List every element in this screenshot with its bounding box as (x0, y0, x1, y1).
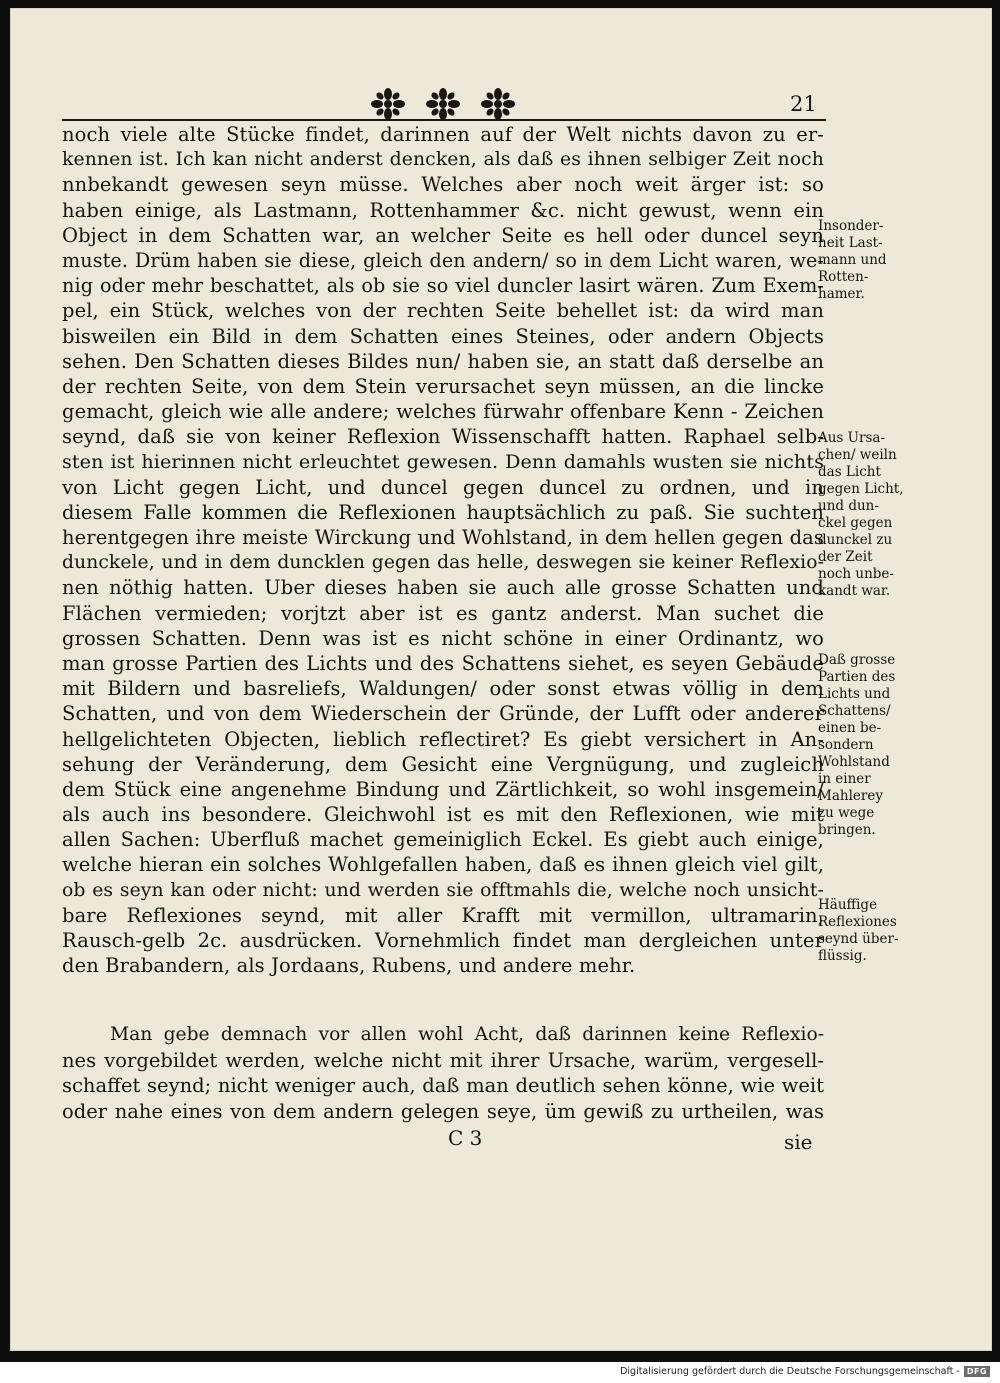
text-line: von Licht gegen Licht, und duncel gegen duncel zu ordnen, und in (62, 475, 824, 499)
marginal-note-line: Wohlstand (818, 754, 890, 770)
marginal-note-line: Daß grosse (818, 652, 896, 668)
text-line: den Brabandern, als Jordaans, Rubens, und andere mehr. (62, 954, 636, 978)
text-line: nnbekandt gewesen seyn müsse. Welches aber noch weit ärger ist: so (62, 173, 824, 197)
text-line: man grosse Partien des Lichts und des Schattens siehet, es seyen Gebäude (62, 651, 824, 675)
marginal-note-line: Mahlerey (818, 788, 883, 804)
text-line: als auch ins besondere. Gleichwohl ist es mit den Reflexionen, wie mit (62, 803, 824, 827)
text-line: dem Stück eine angenehme Bindung und Zärtlichkeit, so wohl insgemein/ (62, 777, 824, 801)
text-line: sehen. Den Schatten dieses Bildes nun/ haben sie, an statt daß derselbe an (62, 349, 824, 373)
fleuron-icon (423, 87, 463, 121)
marginal-note-line: Reflexiones (818, 914, 897, 930)
text-line: bisweilen ein Bild in dem Schatten eines Steines, oder andern Objects (62, 324, 824, 348)
text-line: Man gebe demnach vor allen wohl Acht, daß darinnen keine Reflexio- (110, 1024, 824, 1045)
text-line: nes vorgebildet werden, welche nicht mit ihrer Ursache, warüm, vergesell- (62, 1048, 824, 1072)
text-line: sehung der Veränderung, dem Gesicht eine Vergnügung, und zugleich (62, 752, 824, 776)
text-line: nig oder mehr beschattet, als ob sie so viel duncler lasirt wären. Zum Exem- (62, 274, 824, 298)
header-rule (62, 119, 826, 121)
text-line: nen nöthig hatten. Uber dieses haben sie auch alle grosse Schatten und (62, 576, 824, 600)
text-line: Object in dem Schatten war, an welcher Seite es hell oder duncel seyn (62, 223, 824, 247)
marginal-note-line: in einer (818, 771, 871, 787)
page-number: 21 (790, 92, 817, 116)
text-line: allen Sachen: Uberfluß machet gemeiniglich Eckel. Es giebt auch einige, (62, 828, 824, 852)
text-line: grossen Schatten. Denn was ist es nicht schöne in einer Ordinantz, wo (62, 626, 824, 650)
dfg-logo: DFG (964, 1366, 990, 1377)
marginal-note-line: mann und (818, 252, 887, 268)
marginal-note (818, 218, 914, 303)
marginal-note (818, 652, 914, 839)
text-line: diesem Falle kommen die Reflexionen hauptsächlich zu paß. Sie suchten (62, 500, 824, 524)
marginal-note-line: zu wege (818, 805, 875, 821)
text-line: Rausch-gelb 2c. ausdrücken. Vornehmlich findet man dergleichen unter (62, 929, 824, 952)
marginal-note-line: Häuffige (818, 897, 878, 913)
marginal-note-line: seynd über- (818, 931, 899, 947)
marginal-note-line: noch unbe- (818, 566, 894, 582)
fleuron-icon (368, 87, 408, 121)
text-line: herentgegen ihre meiste Wirckung und Wohlstand, in dem hellen gegen das (62, 526, 824, 549)
second-paragraph (62, 1022, 824, 1124)
catchword: sie (784, 1130, 813, 1154)
marginal-note-line: einen be- (818, 720, 882, 736)
marginal-note-line: Lichts und (818, 686, 891, 702)
marginal-note-line: hamer. (818, 286, 865, 302)
marginal-note-line: bringen. (818, 822, 876, 838)
marginal-note (818, 430, 914, 600)
marginal-note-line: ckel gegen (818, 515, 893, 531)
text-line: welche hieran ein solches Wohlgefallen haben, daß es ihnen gleich viel gilt, (62, 853, 824, 877)
marginal-note-line: Partien des (818, 669, 896, 685)
text-line: dunckele, und in dem duncklen gegen das helle, deswegen sie keiner Reflexio- (62, 552, 824, 574)
text-line: seynd, daß sie von keiner Reflexion Wissenschafft hatten. Raphael selb- (62, 425, 824, 449)
main-paragraph (62, 122, 824, 978)
text-line: haben einige, als Lastmann, Rottenhammer &c. nicht gewust, wenn ein (62, 198, 824, 222)
text-line: sten ist hierinnen nicht erleuchtet gewesen. Denn damahls wusten sie nichts (62, 450, 824, 474)
marginal-note-line: sondern (818, 737, 874, 753)
text-line: pel, ein Stück, welches von der rechten Seite behellet ist: da wird man (62, 299, 824, 323)
marginal-note-line: und dun- (818, 498, 879, 514)
text-line: gemacht, gleich wie alle andere; welches fürwahr offenbare Kenn - Zeichen (62, 400, 824, 424)
marginal-note-line: Aus Ursa- (818, 430, 886, 446)
marginal-note-line: heit Last- (818, 235, 883, 251)
marginal-note-line: Rotten- (818, 269, 869, 285)
text-line: der rechten Seite, von dem Stein verursachet seyn müssen, an die lincke (62, 374, 824, 398)
text-line: mit Bildern und basreliefs, Waldungen/ oder sonst etwas völlig in dem (62, 677, 824, 701)
digitization-footer (620, 1366, 990, 1377)
signature-mark: C 3 (448, 1126, 483, 1150)
fleuron-icon (478, 87, 518, 121)
footer-text: Digitalisierung gefördert durch die Deutsche Forschungsgemeinschaft - (620, 1366, 960, 1377)
marginal-note-line: gegen Licht, (818, 481, 904, 497)
marginal-note-line: Insonder- (818, 218, 884, 234)
text-line: Schatten, und von dem Wiederschein der Gründe, der Lufft oder anderer (62, 702, 824, 726)
header-ornament (368, 86, 518, 122)
marginal-note-line: chen/ weiln (818, 447, 897, 463)
marginal-note-line: der Zeit (818, 549, 873, 565)
text-line: oder nahe eines von dem andern gelegen seye, üm gewiß zu urtheilen, was (62, 1099, 824, 1123)
text-line: kennen ist. Ich kan nicht anderst dencken, als daß es ihnen selbiger Zeit noch (62, 149, 824, 171)
text-line: Flächen vermieden; vorjtzt aber ist es gantz anderst. Man suchet die (62, 601, 824, 625)
marginal-note-line: dunckel zu (818, 532, 893, 548)
text-line: noch viele alte Stücke findet, darinnen auf der Welt nichts davon zu er- (62, 123, 824, 146)
marginal-note-line: kandt war. (818, 583, 891, 599)
marginal-note-line: Schattens/ (818, 703, 891, 719)
marginal-note-line: das Licht (818, 464, 881, 480)
text-line: ob es seyn kan oder nicht: und werden sie offtmahls die, welche noch unsicht- (62, 879, 824, 901)
marginal-note-line: flüssig. (818, 948, 867, 964)
marginal-note (818, 897, 914, 965)
text-line: hellgelichteten Objecten, lieblich reflectiret? Es giebt versichert in An- (62, 727, 824, 751)
text-line: muste. Drüm haben sie diese, gleich den andern/ so in dem Licht waren, we- (62, 248, 824, 272)
text-line: bare Reflexiones seynd, mit aller Krafft mit vermillon, ultramarin, (62, 903, 824, 927)
text-line: schaffet seynd; nicht weniger auch, daß man deutlich sehen könne, wie weit (62, 1074, 824, 1098)
